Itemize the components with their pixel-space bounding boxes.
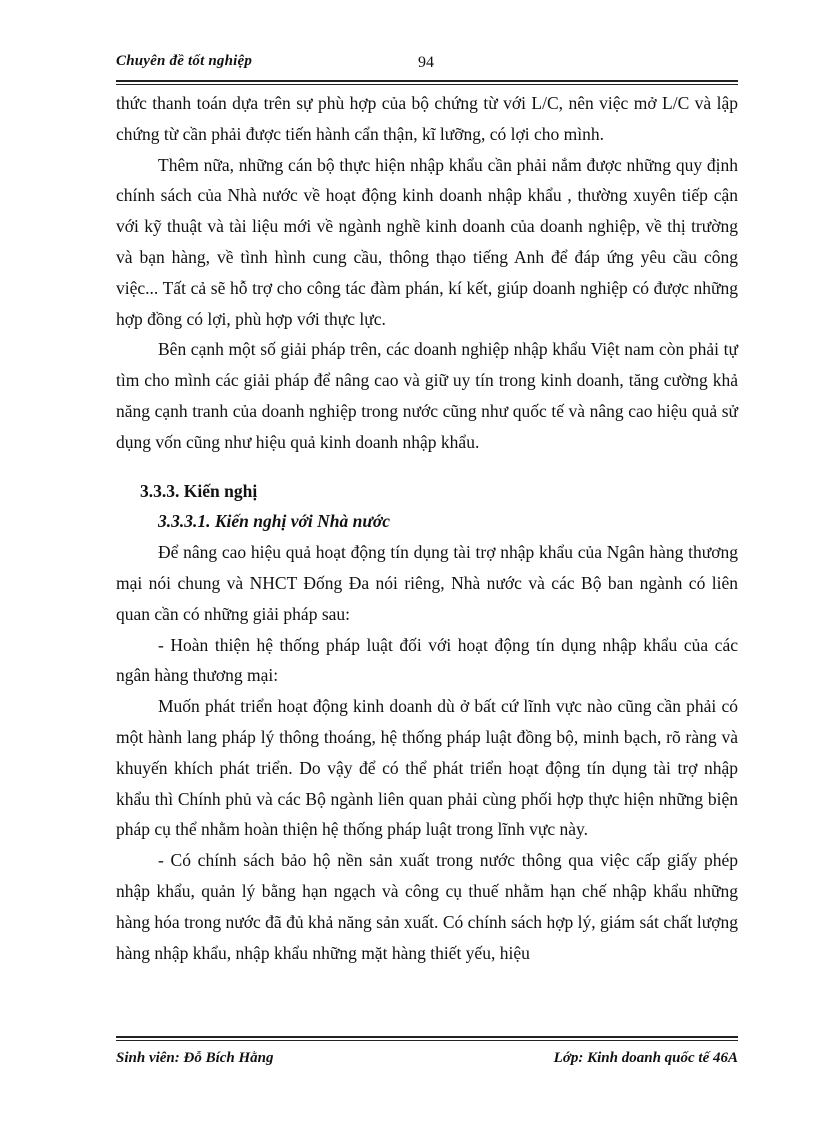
footer-class: Lớp: Kinh doanh quốc tế 46A (553, 1050, 738, 1066)
footer-rule-top (116, 1036, 738, 1038)
page-number: 94 (418, 54, 434, 71)
subsection-heading: 3.3.3.1. Kiến nghị với Nhà nước (158, 511, 391, 532)
paragraph-3: Bên cạnh một số giải pháp trên, các doanh nghiệp nhập khẩu Việt nam còn phải tự tìm cho mình các giải pháp để nâng cao và giữ uy tín trong kinh doanh, tăng cường khả năng cạnh tranh của doanh nghiệp trong nước cũng như quốc tế và nâng cao hiệu quả sử dụng vốn cũng như hiệu quả kinh doanh nhập khẩu. (116, 339, 738, 452)
paragraph-2: Thêm nữa, những cán bộ thực hiện nhập khẩu cần phải nắm được những quy định chính sách của Nhà nước về hoạt động kinh doanh nhập khẩu , thường xuyên tiếp cận với kỹ thuật và tài liệu mới về ngành nghề kinh doanh của doanh nghiệp, về thị trường và bạn hàng, về tình hình cung cầu, thông thạo tiếng Anh để đáp ứng yêu cầu công việc... Tất cả sẽ hỗ trợ cho công tác đàm phán, kí kết, giúp doanh nghiệp có được những hợp đồng có lợi, phù hợp với thực lực. (116, 154, 738, 329)
paragraph-7: - Có chính sách bảo hộ nền sản xuất trong nước thông qua việc cấp giấy phép nhập khẩu, quản lý bằng hạn ngạch và công cụ thuế nhằm hạn chế nhập khẩu những hàng hóa trong nước đã đủ khả năng sản xuất. Có chính sách hợp lý, giám sát chất lượng hàng nhập khẩu, nhập khẩu những mặt hàng thiết yếu, hiệu (116, 850, 738, 963)
header-rule-top (116, 80, 738, 82)
footer (116, 1050, 738, 1066)
paragraph-1: thức thanh toán dựa trên sự phù hợp của bộ chứng từ với L/C, nên việc mở L/C và lập chứng từ cần phải được tiến hành cẩn thận, kĩ lưỡng, có lợi cho mình. (116, 93, 738, 144)
paragraph-5: - Hoàn thiện hệ thống pháp luật đối với hoạt động tín dụng nhập khẩu của các ngân hàng thương mại: (116, 634, 738, 686)
header-rule-bottom (116, 84, 738, 85)
header-title: Chuyên đề tốt nghiệp (116, 53, 253, 69)
paragraph-4: Để nâng cao hiệu quả hoạt động tín dụng tài trợ nhập khẩu của Ngân hàng thương mại nói chung và NHCT Đống Đa nói riêng, Nhà nước và các Bộ ban ngành có liên quan cần có những giải pháp sau: (116, 542, 738, 624)
footer-student: Sinh viên: Đỗ Bích Hằng (116, 1050, 274, 1066)
paragraph-6: Muốn phát triển hoạt động kinh doanh dù ở bất cứ lĩnh vực nào cũng cần phải có một hành lang pháp lý thông thoáng, hệ thống pháp luật đồng bộ, minh bạch, rõ ràng và khuyến khích phát triển. Do vậy để có thể phát triển hoạt động tín dụng tài trợ nhập khẩu thì Chính phủ và các Bộ ngành liên quan phải cùng phối hợp thực hiện những biện pháp cụ thể nhằm hoàn thiện hệ thống pháp luật trong lĩnh vực này. (116, 696, 738, 840)
body-text (116, 88, 738, 968)
section-heading: 3.3.3. Kiến nghị (140, 480, 258, 501)
footer-rule-bottom (116, 1040, 738, 1041)
